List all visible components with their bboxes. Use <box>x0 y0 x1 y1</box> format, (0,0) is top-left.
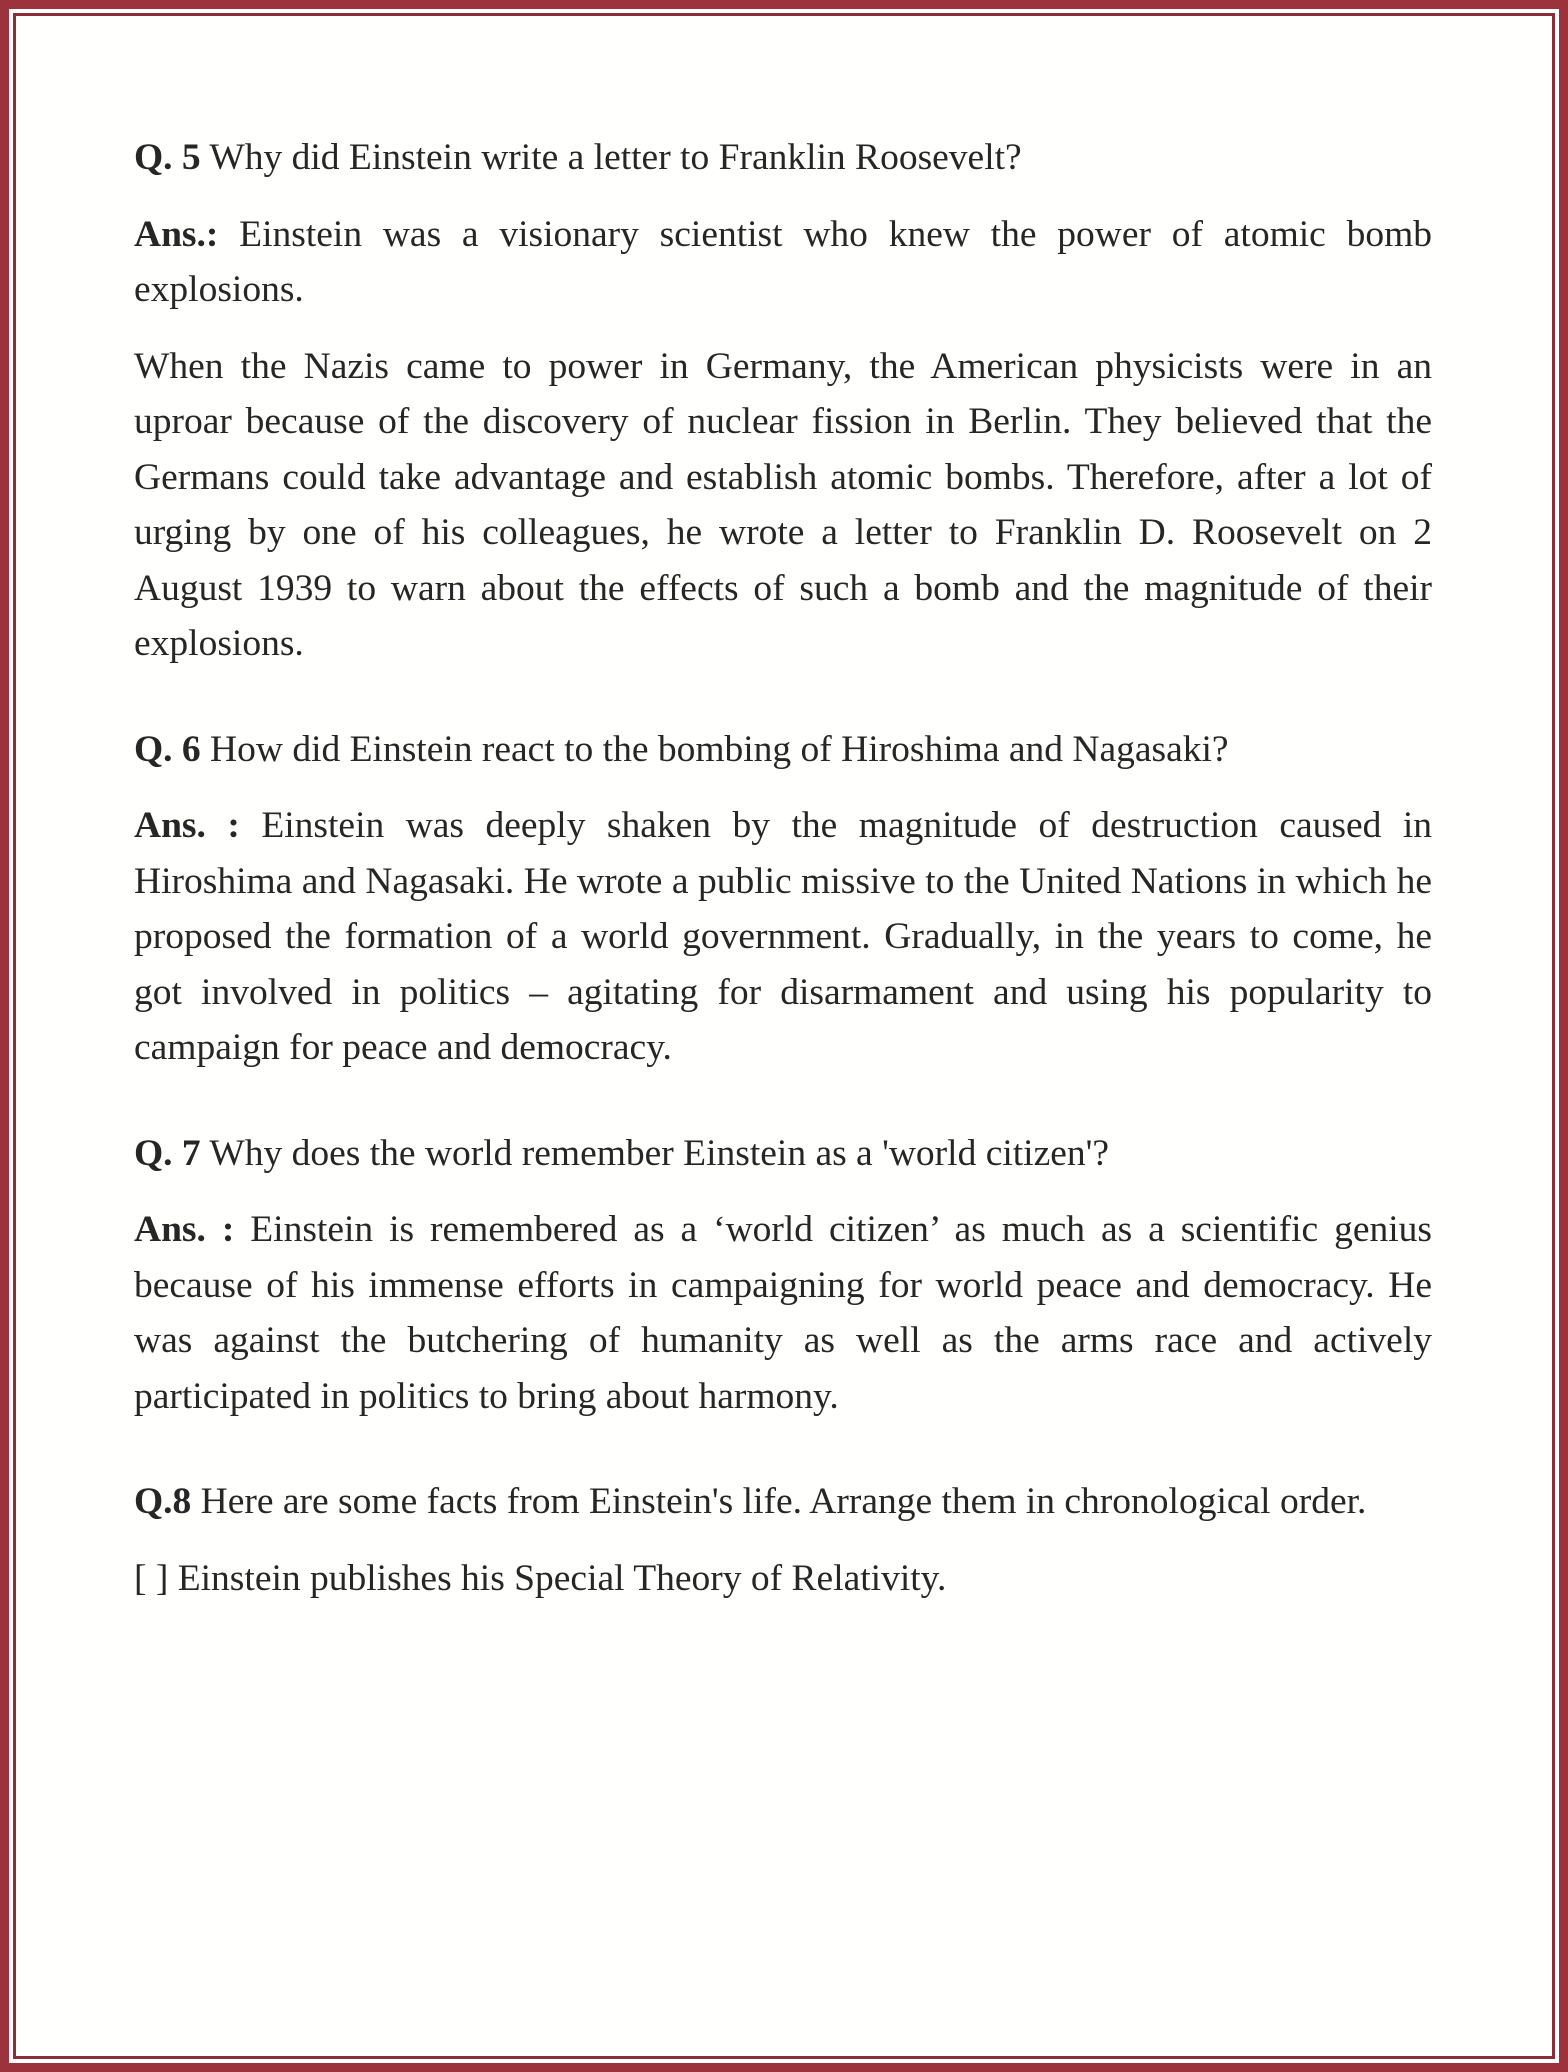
answer-label: Ans. : <box>134 805 240 846</box>
question-8 <box>134 1474 1432 1530</box>
answer-label: Ans.: <box>134 213 219 255</box>
answer-5-paragraph: When the Nazis came to power in Germany, the American physicists were in an uproar because of the discovery of nuclear fission in Berlin. They believed that the Germans could take advantage and establish atomic bombs. Therefore, after a lot of urging by one of his colleagues, he wrote a letter to Franklin D. Roosevelt on 2 August 1939 to warn about the effects of such a bomb and the magnitude of their explosions. <box>134 345 1432 664</box>
document-content <box>134 130 1432 1606</box>
question-text: Why did Einstein write a letter to Franklin Roosevelt? <box>200 137 1022 178</box>
answer-label: Ans. : <box>134 1209 235 1250</box>
answer-7 <box>134 1202 1432 1424</box>
question-label: Q. 6 <box>134 728 201 770</box>
question-text: Here are some facts from Einstein's life. Arrange them in chronological order. <box>191 1481 1367 1522</box>
answer-text: Einstein was deeply shaken by the magnitude of destruction caused in Hiroshima and Nagasaki. He wrote a public missive to the United Nations in which he proposed the formation of a world government. Gradually, in the years to come, he got involved in politics – agitating for disarmament and using his popularity to campaign for peace and democracy. <box>134 805 1432 1068</box>
answer-text: Einstein is remembered as a ‘world citizen’ as much as a scientific genius because of his immense efforts in campaigning for world peace and democracy. He was against the butchering of humanity as well as the arms race and actively participated in politics to bring about harmony. <box>134 1209 1432 1417</box>
question-text: Why does the world remember Einstein as a 'world citizen'? <box>200 1132 1110 1174</box>
answer-6 <box>134 798 1432 1076</box>
answer-5 <box>134 207 1432 318</box>
answer-text: Einstein was a visionary scientist who knew the power of atomic bomb explosions. <box>134 213 1432 310</box>
question-label: Q. 7 <box>134 1132 201 1174</box>
question-label: Q. 5 <box>134 137 201 178</box>
question-5 <box>134 130 1432 186</box>
question-label: Q.8 <box>134 1481 192 1522</box>
question-7 <box>134 1126 1432 1182</box>
question-6 <box>134 722 1432 778</box>
chronology-item: [ ] Einstein publishes his Special Theory of Relativity. <box>134 1557 947 1599</box>
question-text: How did Einstein react to the bombing of Hiroshima and Nagasaki? <box>200 728 1229 770</box>
